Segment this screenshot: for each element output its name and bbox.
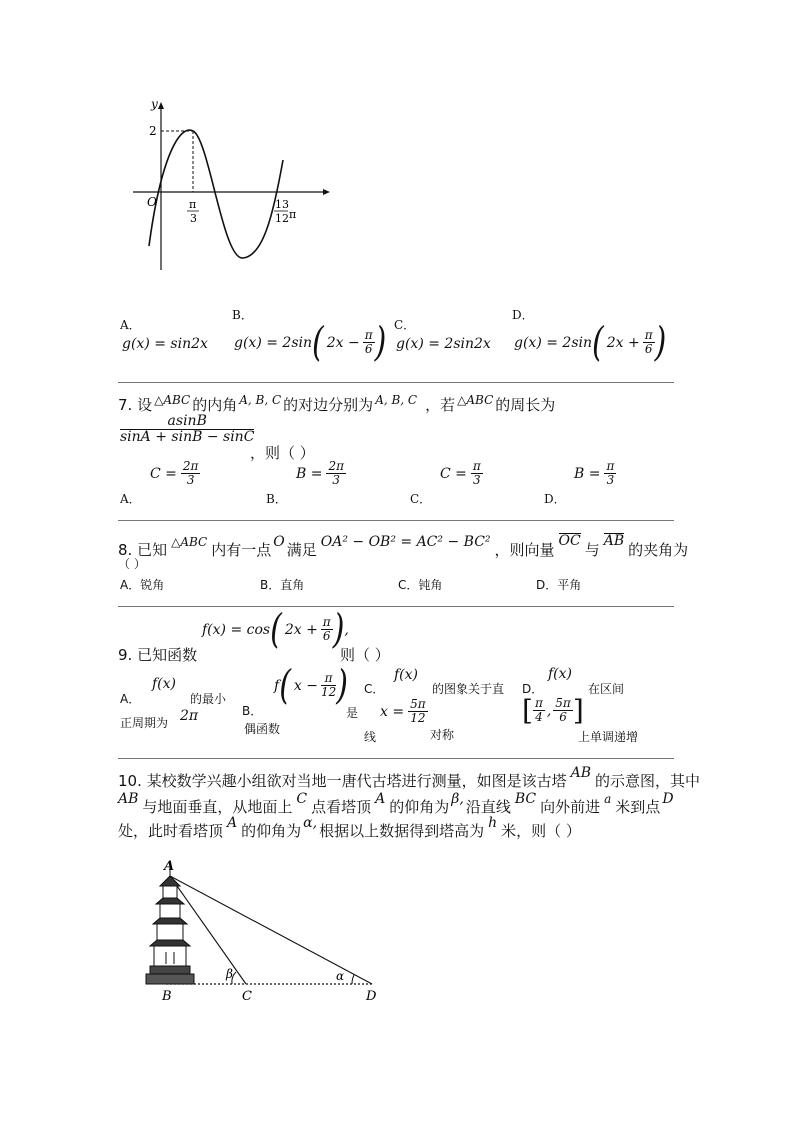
q9-option-b-t2: 偶函数 — [244, 722, 281, 736]
q7-then: ，则（ ） — [250, 444, 315, 462]
q6-option-b-letter: B． — [232, 308, 253, 322]
q7-frac-den: sinA + sinB − sinC — [120, 429, 255, 446]
q7-option-d-letter: D． — [544, 492, 566, 506]
q6-b-den: 6 — [364, 342, 373, 356]
q7-stem-line1: 7. 设 △ABC 的内角 A, B, C 的对边分别为 A, B, C ，若 △ABC 的周长为 — [118, 392, 556, 414]
q10-line3: 处，此时看塔顶 A 的仰角为 α, 根据以上数据得到塔高为 h 米，则（ ） — [118, 814, 581, 840]
q8-option-b: B．直角 — [260, 578, 305, 592]
q6-option-d-letter: D． — [512, 308, 534, 322]
q6-option-c-letter: C． — [394, 318, 416, 332]
x-tick2-num: 13 — [275, 198, 289, 211]
q6-b-lhs: g(x) = 2sin — [234, 334, 312, 351]
q7-option-a-letter: A． — [120, 492, 141, 506]
x-axis-arrow — [323, 189, 330, 195]
label-alpha: α — [336, 969, 345, 983]
tower-diagram — [132, 856, 392, 1016]
q8-option-d: D．平角 — [536, 578, 582, 592]
divider-2 — [118, 520, 674, 521]
y-max-label: 2 — [149, 124, 157, 138]
q9-option-a-t1: 的最小 — [190, 692, 227, 706]
q6-d-num: π — [644, 327, 653, 342]
origin-label: O — [147, 195, 157, 209]
q7-options — [118, 460, 678, 506]
alpha-arc — [352, 975, 354, 984]
q9-option-c-eq: x = $\frac{5\pi}{12}$ — [380, 697, 426, 726]
q9-option-c-letter: C． — [364, 682, 385, 696]
y-axis-arrow — [158, 102, 164, 109]
q8-option-c: C．钝角 — [398, 578, 443, 592]
q9-intro: 9. 已知函数 — [118, 646, 198, 664]
q9-option-c-t2: 线 — [364, 730, 377, 744]
q8-option-a: A．锐角 — [120, 578, 165, 592]
sine-curve — [149, 130, 283, 258]
label-a: A — [164, 859, 175, 874]
q6-b-rparen: ) — [374, 318, 387, 367]
q9-option-a-fx: f(x) — [152, 676, 177, 692]
q9-function-def: f(x) = cos ( 2x + $\frac{\pi}{6}$ ) , — [202, 605, 349, 654]
q9-option-d-letter: D． — [522, 682, 544, 696]
q6-d-rparen: ) — [654, 318, 667, 367]
x-tick1-num: π — [189, 198, 197, 211]
q7-option-c-letter: C． — [410, 492, 432, 506]
q6-d-frac — [643, 329, 655, 356]
label-beta: β — [226, 967, 233, 981]
q9-option-b-expr: f ( x − $\frac{\pi}{12}$ ) — [274, 661, 348, 710]
q9-option-c-t3: 对称 — [430, 728, 455, 742]
q6-option-c-expr: g(x) = 2sin2x — [396, 336, 491, 352]
q9-option-d-t2: 上单调递增 — [578, 730, 639, 744]
q7-frac-num: asinB — [120, 414, 254, 430]
q9-option-a-t2: 正周期为 — [120, 716, 169, 730]
divider-3 — [118, 606, 674, 607]
q7-perimeter-frac — [120, 414, 254, 446]
q7-option-b-letter: B． — [266, 492, 287, 506]
q9-option-b-letter: B． — [242, 704, 263, 718]
q7-option-c-expr: C = $\frac{\pi}{3}$ — [440, 459, 481, 488]
q10-line1: 10. 某校数学兴趣小组欲对当地一唐代古塔进行测量，如图是该古塔 AB 的示意图，其中 — [118, 764, 701, 790]
q6-option-d-expr — [514, 318, 667, 367]
q6-option-b-expr — [234, 318, 387, 367]
label-c: C — [242, 989, 252, 1004]
q6-d-lhs: g(x) = 2sin — [514, 334, 592, 351]
sight-line-d — [170, 876, 372, 984]
divider-1 — [118, 382, 674, 383]
q9-option-a-letter: A． — [120, 692, 141, 706]
sine-graph — [125, 96, 335, 276]
q9-option-d-fx: f(x) — [548, 666, 573, 682]
q7-option-d-expr: B = $\frac{\pi}{3}$ — [574, 459, 615, 488]
label-d: D — [366, 989, 377, 1004]
q6-b-frac — [363, 329, 375, 356]
q9-then: 则（ ） — [340, 646, 390, 664]
q6-option-a-letter: A． — [120, 318, 141, 332]
q10-line2: AB 与地面垂直，从地面上 C 点看塔顶 A 的仰角为 β, 沿直线 BC 向外前进 a 米到点 D — [118, 790, 674, 816]
x-tick2-den: 12 — [275, 212, 289, 225]
x-tick2-suffix: π — [289, 208, 297, 221]
q9-option-c-fx: f(x) — [394, 667, 419, 683]
divider-4 — [118, 758, 674, 759]
q8-stem: 8. 已知 △ABC 内有一点 O 满足 OA² − OB² = AC² − BC² ，则向量 OC 与 AB 的夹角为 — [118, 533, 689, 559]
q6-b-lparen: ( — [312, 318, 324, 367]
x-tick1-den: 3 — [190, 212, 197, 225]
q6-option-a-expr: g(x) = sin2x — [122, 336, 208, 352]
q6-b-inner: 2x − — [326, 334, 360, 351]
q9-option-a-val: 2π — [180, 708, 199, 724]
label-b: B — [162, 989, 172, 1004]
q9-option-d-t1: 在区间 — [588, 682, 625, 696]
q8-paren: （ ） — [118, 557, 146, 571]
q7-option-b-expr: B = $\frac{2\pi}{3}$ — [296, 459, 344, 488]
q6-d-inner: 2x + — [606, 334, 640, 351]
q6-d-den: 6 — [644, 342, 653, 356]
q9-option-d-interval: [ $\frac{\pi}{4}$ , $\frac{5\pi}{6}$ ] — [522, 694, 584, 727]
q9-option-b-t1: 是 — [346, 706, 359, 720]
q6-d-lparen: ( — [592, 318, 604, 367]
q6-b-num: π — [364, 327, 373, 342]
q9-option-c-t1: 的图象关于直 — [432, 682, 505, 696]
q7-option-a-expr: C = $\frac{2\pi}{3}$ — [150, 459, 199, 488]
y-label: y — [151, 97, 158, 111]
tower-icon — [146, 866, 194, 984]
